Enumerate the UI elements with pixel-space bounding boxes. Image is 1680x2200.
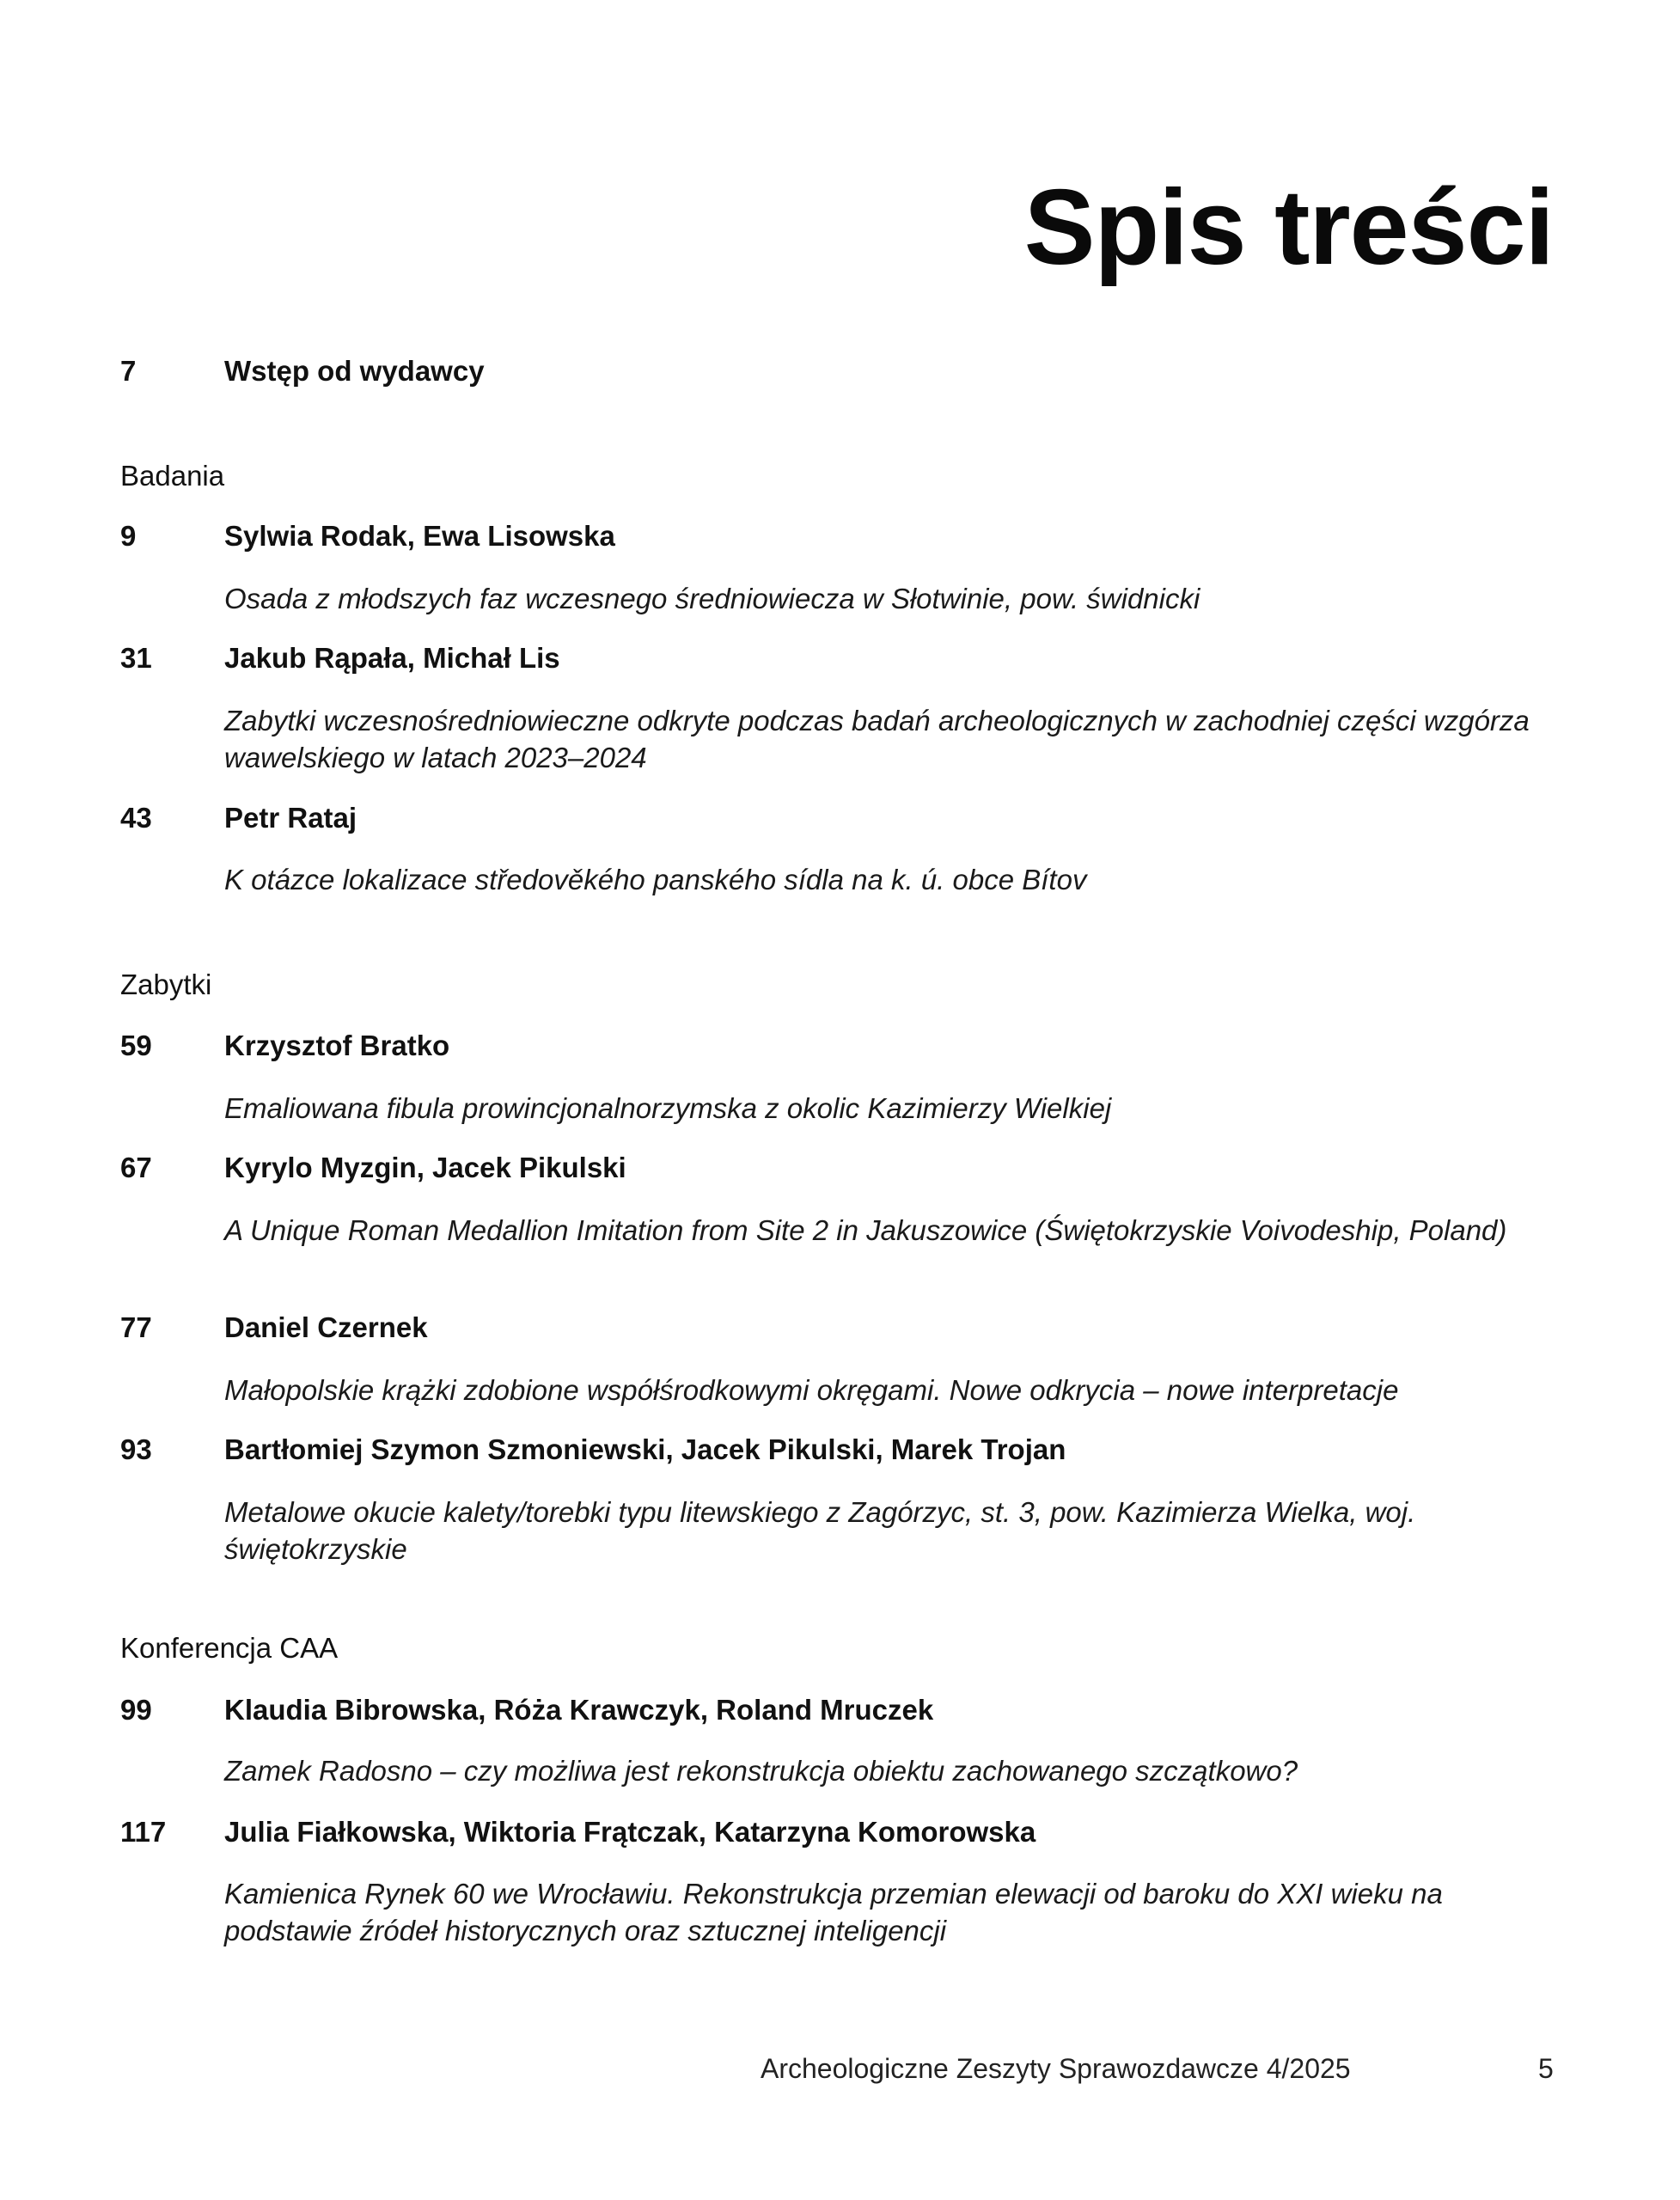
page-number: 67	[120, 1152, 152, 1183]
page-number: 9	[120, 520, 137, 552]
entry-title: Małopolskie krążki zdobione współśrodkowymi okręgami. Nowe odkrycia – nowe interpretacje	[224, 1374, 1399, 1406]
entry-title: A Unique Roman Medallion Imitation from Site 2 in Jakuszowice (Świętokrzyskie Voivodeship, Poland)	[224, 1214, 1507, 1246]
section-heading-badania: Badania	[120, 460, 225, 492]
footer-journal-name: Archeologiczne Zeszyty Sprawozdawcze 4/2025	[761, 2053, 1351, 2084]
page-title: Spis treści	[1023, 168, 1554, 288]
entry-authors: Sylwia Rodak, Ewa Lisowska	[224, 520, 615, 552]
page-number: 7	[120, 355, 137, 387]
entry-title: Metalowe okucie kalety/torebki typu litewskiego z Zagórzyc, st. 3, pow. Kazimierza Wielka, woj. świętokrzyskie	[224, 1496, 1416, 1565]
entry-authors: Krzysztof Bratko	[224, 1030, 450, 1061]
entry-title: Wstęp od wydawcy	[224, 355, 485, 387]
entry-title: K otázce lokalizace středověkého panského sídla na k. ú. obce Bítov	[224, 864, 1087, 895]
section-heading-zabytki: Zabytki	[120, 969, 212, 1000]
entry-authors: Jakub Rąpała, Michał Lis	[224, 642, 560, 674]
entry-title: Kamienica Rynek 60 we Wrocławiu. Rekonstrukcja przemian elewacji od baroku do XXI wieku na podstawie źródeł historycznych oraz sztucznej inteligencji	[224, 1878, 1443, 1946]
entry-title: Zabytki wczesnośredniowieczne odkryte podczas badań archeologicznych w zachodniej części wzgórza wawelskiego w latach 2023–2024	[224, 705, 1530, 773]
entry-title: Emaliowana fibula prowincjonalnorzymska z okolic Kazimierzy Wielkiej	[224, 1092, 1112, 1124]
section-heading-konferencja-caa: Konferencja CAA	[120, 1632, 339, 1664]
page-number: 31	[120, 642, 152, 674]
entry-authors: Klaudia Bibrowska, Róża Krawczyk, Roland Mruczek	[224, 1694, 934, 1726]
entry-title: Osada z młodszych faz wczesnego średniowiecza w Słotwinie, pow. świdnicki	[224, 583, 1200, 614]
page-number: 43	[120, 802, 152, 834]
page-number: 59	[120, 1030, 152, 1061]
page-number: 117	[120, 1816, 167, 1848]
entry-authors: Bartłomiej Szymon Szmoniewski, Jacek Pikulski, Marek Trojan	[224, 1433, 1066, 1465]
entry-authors: Kyrylo Myzgin, Jacek Pikulski	[224, 1152, 626, 1183]
entry-authors: Julia Fiałkowska, Wiktoria Frątczak, Katarzyna Komorowska	[224, 1816, 1036, 1848]
page-number: 77	[120, 1311, 152, 1343]
page-number: 99	[120, 1694, 152, 1726]
entry-authors: Petr Rataj	[224, 802, 357, 834]
entry-authors: Daniel Czernek	[224, 1311, 428, 1343]
page-number: 93	[120, 1433, 152, 1465]
entry-title: Zamek Radosno – czy możliwa jest rekonstrukcja obiektu zachowanego szczątkowo?	[224, 1755, 1298, 1787]
footer-page-number: 5	[1538, 2053, 1554, 2084]
